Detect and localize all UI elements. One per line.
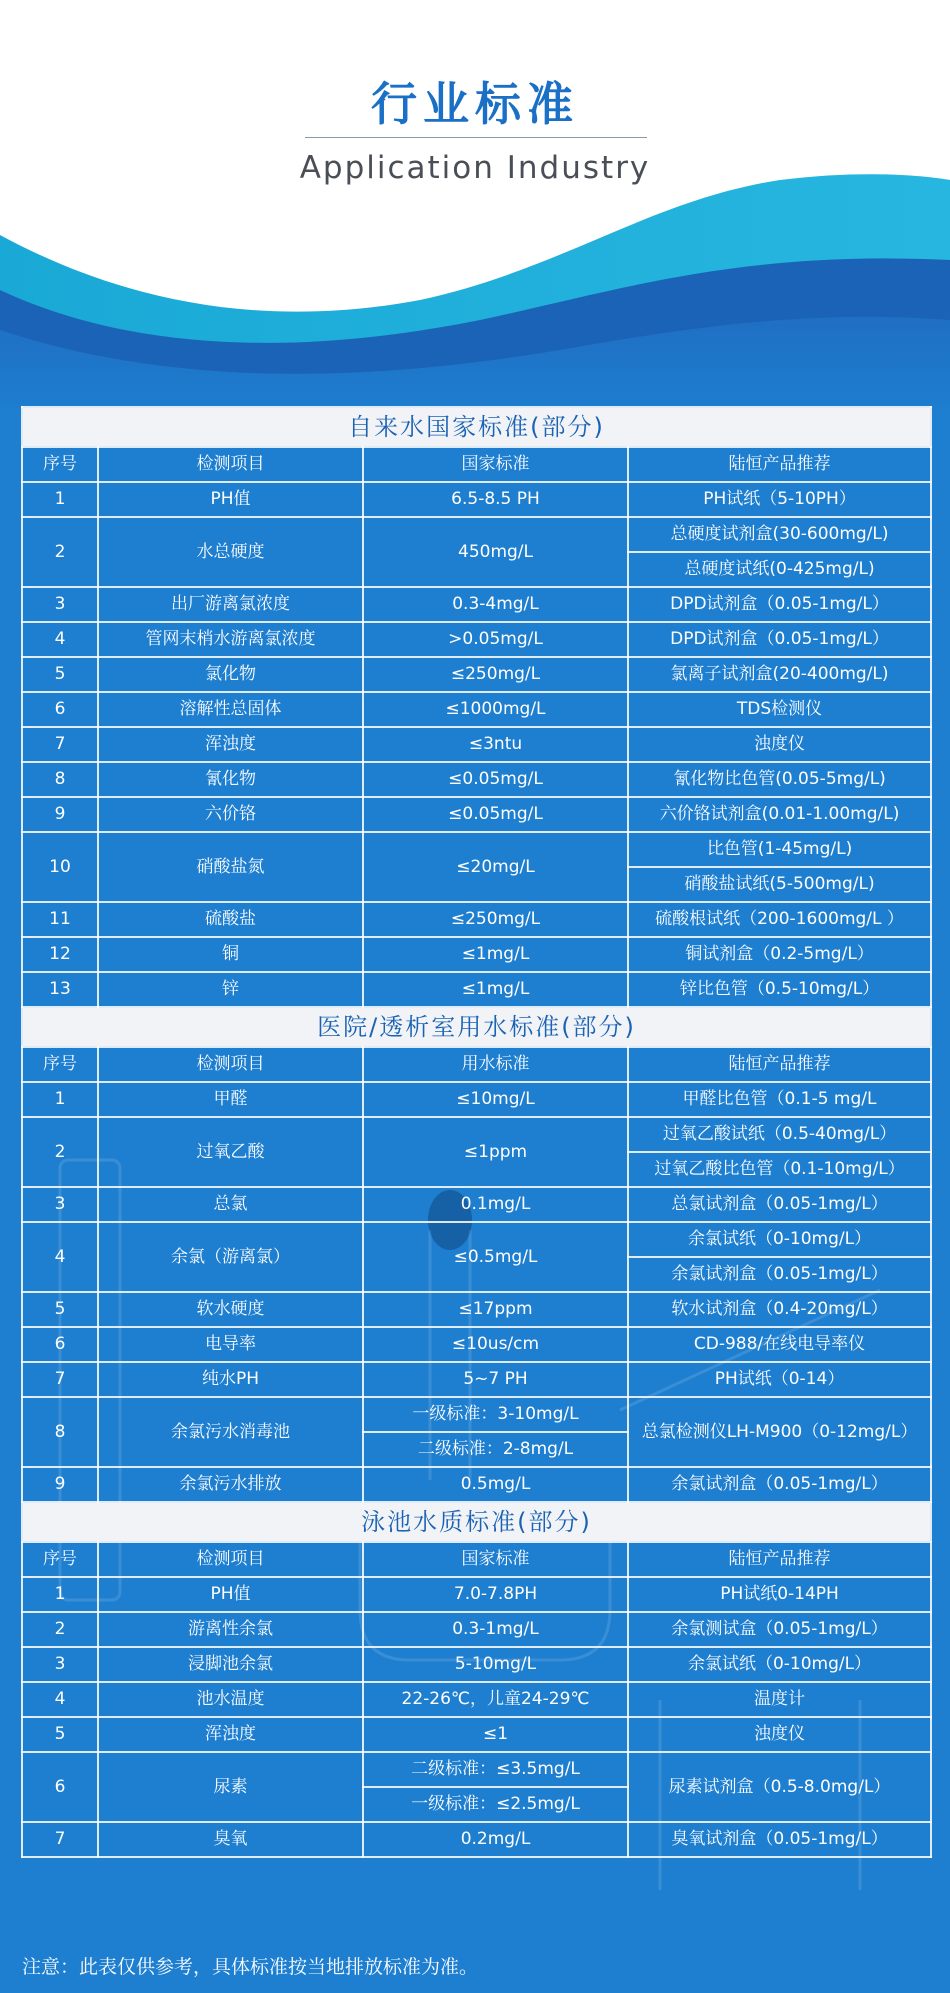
table-row [22, 1222, 931, 1257]
standards-table [21, 406, 932, 1858]
standard-value: 二级标准：≤3.5mg/L [363, 1752, 628, 1787]
table-row [22, 1612, 931, 1647]
row-number: 8 [22, 1397, 98, 1467]
table-row [22, 692, 931, 727]
row-number: 7 [22, 1362, 98, 1397]
recommended-product: PH试纸0-14PH [628, 1577, 931, 1612]
standard-value: ≤0.05mg/L [363, 797, 628, 832]
recommended-product: 软水试剂盒（0.4-20mg/L） [628, 1292, 931, 1327]
table-row [22, 972, 931, 1007]
header-item: 检测项目 [98, 1542, 363, 1577]
wave-decoration [0, 0, 950, 420]
recommended-product: TDS检测仪 [628, 692, 931, 727]
test-item: 余氯污水消毒池 [98, 1397, 363, 1467]
row-number: 2 [22, 1117, 98, 1187]
test-item: 游离性余氯 [98, 1612, 363, 1647]
standard-value: 0.3-4mg/L [363, 587, 628, 622]
table-row [22, 1577, 931, 1612]
recommended-product: 铜试剂盒（0.2-5mg/L） [628, 937, 931, 972]
standard-value: 0.1mg/L [363, 1187, 628, 1222]
row-number: 10 [22, 832, 98, 902]
row-number: 1 [22, 1577, 98, 1612]
page-subtitle: Application Industry [299, 150, 651, 186]
recommended-product: 硫酸根试纸（200-1600mg/L ） [628, 902, 931, 937]
standard-value: ≤10us/cm [363, 1327, 628, 1362]
standard-value: ≤0.5mg/L [363, 1222, 628, 1292]
test-item: 六价铬 [98, 797, 363, 832]
test-item: 过氧乙酸 [98, 1117, 363, 1187]
recommended-product: 尿素试剂盒（0.5-8.0mg/L） [628, 1752, 931, 1822]
recommended-product: 氯离子试剂盒(20-400mg/L) [628, 657, 931, 692]
standard-value: ≤3ntu [363, 727, 628, 762]
standard-value: 0.3-1mg/L [363, 1612, 628, 1647]
row-number: 1 [22, 1082, 98, 1117]
recommended-product: 过氧乙酸试纸（0.5-40mg/L） [628, 1117, 931, 1152]
table-row [22, 657, 931, 692]
standard-value: ≤1mg/L [363, 972, 628, 1007]
test-item: 余氯（游离氯） [98, 1222, 363, 1292]
table-row [22, 797, 931, 832]
row-number: 4 [22, 1682, 98, 1717]
table-row [22, 1397, 931, 1432]
header-products: 陆恒产品推荐 [628, 1542, 931, 1577]
row-number: 11 [22, 902, 98, 937]
standard-value: ≤0.05mg/L [363, 762, 628, 797]
footer-note: 注意：此表仅供参考，具体标准按当地排放标准为准。 [22, 1956, 479, 1978]
row-number: 8 [22, 762, 98, 797]
recommended-product: PH试纸（5-10PH） [628, 482, 931, 517]
recommended-product: 六价铬试剂盒(0.01-1.00mg/L) [628, 797, 931, 832]
recommended-product: 硝酸盐试纸(5-500mg/L) [628, 867, 931, 902]
test-item: 氯化物 [98, 657, 363, 692]
row-number: 4 [22, 622, 98, 657]
header-standard: 国家标准 [363, 447, 628, 482]
standard-value: ≤1mg/L [363, 937, 628, 972]
standard-value: 0.5mg/L [363, 1467, 628, 1502]
standard-value: ≤1000mg/L [363, 692, 628, 727]
standard-value: 22-26℃，儿童24-29℃ [363, 1682, 628, 1717]
table-row [22, 1362, 931, 1397]
row-number: 2 [22, 517, 98, 587]
table-row [22, 482, 931, 517]
test-item: 软水硬度 [98, 1292, 363, 1327]
standard-value: ≤20mg/L [363, 832, 628, 902]
section-title-row [22, 1007, 931, 1047]
table-row [22, 1117, 931, 1152]
standard-value: 5-10mg/L [363, 1647, 628, 1682]
row-number: 9 [22, 1467, 98, 1502]
recommended-product: 余氯试剂盒（0.05-1mg/L） [628, 1467, 931, 1502]
table-row [22, 937, 931, 972]
test-item: PH值 [98, 482, 363, 517]
standard-value: >0.05mg/L [363, 622, 628, 657]
recommended-product: 余氯试剂盒（0.05-1mg/L） [628, 1257, 931, 1292]
test-item: 锌 [98, 972, 363, 1007]
header-products: 陆恒产品推荐 [628, 1047, 931, 1082]
row-number: 12 [22, 937, 98, 972]
table-row [22, 1752, 931, 1787]
row-number: 6 [22, 1752, 98, 1822]
row-number: 5 [22, 1717, 98, 1752]
test-item: PH值 [98, 1577, 363, 1612]
table-row [22, 1682, 931, 1717]
recommended-product: DPD试剂盒（0.05-1mg/L） [628, 587, 931, 622]
test-item: 浑浊度 [98, 1717, 363, 1752]
table-header-row [22, 447, 931, 482]
row-number: 1 [22, 482, 98, 517]
header-no: 序号 [22, 447, 98, 482]
row-number: 6 [22, 692, 98, 727]
table-row [22, 1717, 931, 1752]
test-item: 甲醛 [98, 1082, 363, 1117]
table-row [22, 1467, 931, 1502]
standard-value: 450mg/L [363, 517, 628, 587]
standard-value: 5~7 PH [363, 1362, 628, 1397]
test-item: 池水温度 [98, 1682, 363, 1717]
standard-value: ≤10mg/L [363, 1082, 628, 1117]
header-no: 序号 [22, 1047, 98, 1082]
test-item: 余氯污水排放 [98, 1467, 363, 1502]
test-item: 氰化物 [98, 762, 363, 797]
recommended-product: 总氯试剂盒（0.05-1mg/L） [628, 1187, 931, 1222]
recommended-product: 总硬度试纸(0-425mg/L) [628, 552, 931, 587]
hero-banner [0, 0, 950, 420]
section-title: 泳池水质标准(部分) [22, 1502, 931, 1542]
standard-value: ≤250mg/L [363, 657, 628, 692]
header-standard: 国家标准 [363, 1542, 628, 1577]
row-number: 9 [22, 797, 98, 832]
recommended-product: 氰化物比色管(0.05-5mg/L) [628, 762, 931, 797]
recommended-product: DPD试剂盒（0.05-1mg/L） [628, 622, 931, 657]
table-row [22, 832, 931, 867]
header-products: 陆恒产品推荐 [628, 447, 931, 482]
table-row [22, 1187, 931, 1222]
recommended-product: 锌比色管（0.5-10mg/L） [628, 972, 931, 1007]
test-item: 电导率 [98, 1327, 363, 1362]
standard-value: 一级标准：≤2.5mg/L [363, 1787, 628, 1822]
recommended-product: 甲醛比色管（0.1-5 mg/L [628, 1082, 931, 1117]
header-standard: 用水标准 [363, 1047, 628, 1082]
table-row [22, 1822, 931, 1857]
recommended-product: 臭氧试剂盒（0.05-1mg/L） [628, 1822, 931, 1857]
section-title: 自来水国家标准(部分) [22, 407, 931, 447]
recommended-product: 比色管(1-45mg/L) [628, 832, 931, 867]
table-row [22, 1292, 931, 1327]
row-number: 2 [22, 1612, 98, 1647]
row-number: 3 [22, 587, 98, 622]
standards-tables [21, 406, 930, 1858]
standard-value: 0.2mg/L [363, 1822, 628, 1857]
row-number: 6 [22, 1327, 98, 1362]
section-title: 医院/透析室用水标准(部分) [22, 1007, 931, 1047]
section-title-row [22, 1502, 931, 1542]
header-item: 检测项目 [98, 1047, 363, 1082]
standard-value: 一级标准：3-10mg/L [363, 1397, 628, 1432]
recommended-product: 总硬度试剂盒(30-600mg/L) [628, 517, 931, 552]
recommended-product: 温度计 [628, 1682, 931, 1717]
row-number: 7 [22, 727, 98, 762]
row-number: 13 [22, 972, 98, 1007]
table-row [22, 1082, 931, 1117]
recommended-product: 余氯测试盒（0.05-1mg/L） [628, 1612, 931, 1647]
row-number: 4 [22, 1222, 98, 1292]
header-no: 序号 [22, 1542, 98, 1577]
standard-value: ≤1 [363, 1717, 628, 1752]
table-row [22, 902, 931, 937]
page-title: 行业标准 [371, 77, 579, 131]
section-title-row [22, 407, 931, 447]
header-item: 检测项目 [98, 447, 363, 482]
test-item: 浑浊度 [98, 727, 363, 762]
table-header-row [22, 1047, 931, 1082]
test-item: 硫酸盐 [98, 902, 363, 937]
recommended-product: 余氯试纸（0-10mg/L） [628, 1647, 931, 1682]
recommended-product: 总氯检测仪LH-M900（0-12mg/L） [628, 1397, 931, 1467]
table-row [22, 622, 931, 657]
standard-value: ≤17ppm [363, 1292, 628, 1327]
test-item: 水总硬度 [98, 517, 363, 587]
table-row [22, 762, 931, 797]
test-item: 出厂游离氯浓度 [98, 587, 363, 622]
table-row [22, 587, 931, 622]
row-number: 3 [22, 1187, 98, 1222]
test-item: 臭氧 [98, 1822, 363, 1857]
test-item: 总氯 [98, 1187, 363, 1222]
test-item: 浸脚池余氯 [98, 1647, 363, 1682]
recommended-product: CD-988/在线电导率仪 [628, 1327, 931, 1362]
recommended-product: 浊度仪 [628, 727, 931, 762]
recommended-product: 余氯试纸（0-10mg/L） [628, 1222, 931, 1257]
table-row [22, 1327, 931, 1362]
standard-value: 二级标准：2-8mg/L [363, 1432, 628, 1467]
row-number: 7 [22, 1822, 98, 1857]
standard-value: ≤1ppm [363, 1117, 628, 1187]
test-item: 尿素 [98, 1752, 363, 1822]
standard-value: ≤250mg/L [363, 902, 628, 937]
title-divider [305, 137, 647, 138]
row-number: 5 [22, 657, 98, 692]
table-row [22, 727, 931, 762]
test-item: 管网末梢水游离氯浓度 [98, 622, 363, 657]
recommended-product: PH试纸（0-14） [628, 1362, 931, 1397]
table-row [22, 517, 931, 552]
recommended-product: 过氧乙酸比色管（0.1-10mg/L） [628, 1152, 931, 1187]
row-number: 5 [22, 1292, 98, 1327]
test-item: 铜 [98, 937, 363, 972]
row-number: 3 [22, 1647, 98, 1682]
recommended-product: 浊度仪 [628, 1717, 931, 1752]
table-row [22, 1647, 931, 1682]
standard-value: 6.5-8.5 PH [363, 482, 628, 517]
table-header-row [22, 1542, 931, 1577]
test-item: 溶解性总固体 [98, 692, 363, 727]
test-item: 纯水PH [98, 1362, 363, 1397]
standard-value: 7.0-7.8PH [363, 1577, 628, 1612]
test-item: 硝酸盐氮 [98, 832, 363, 902]
